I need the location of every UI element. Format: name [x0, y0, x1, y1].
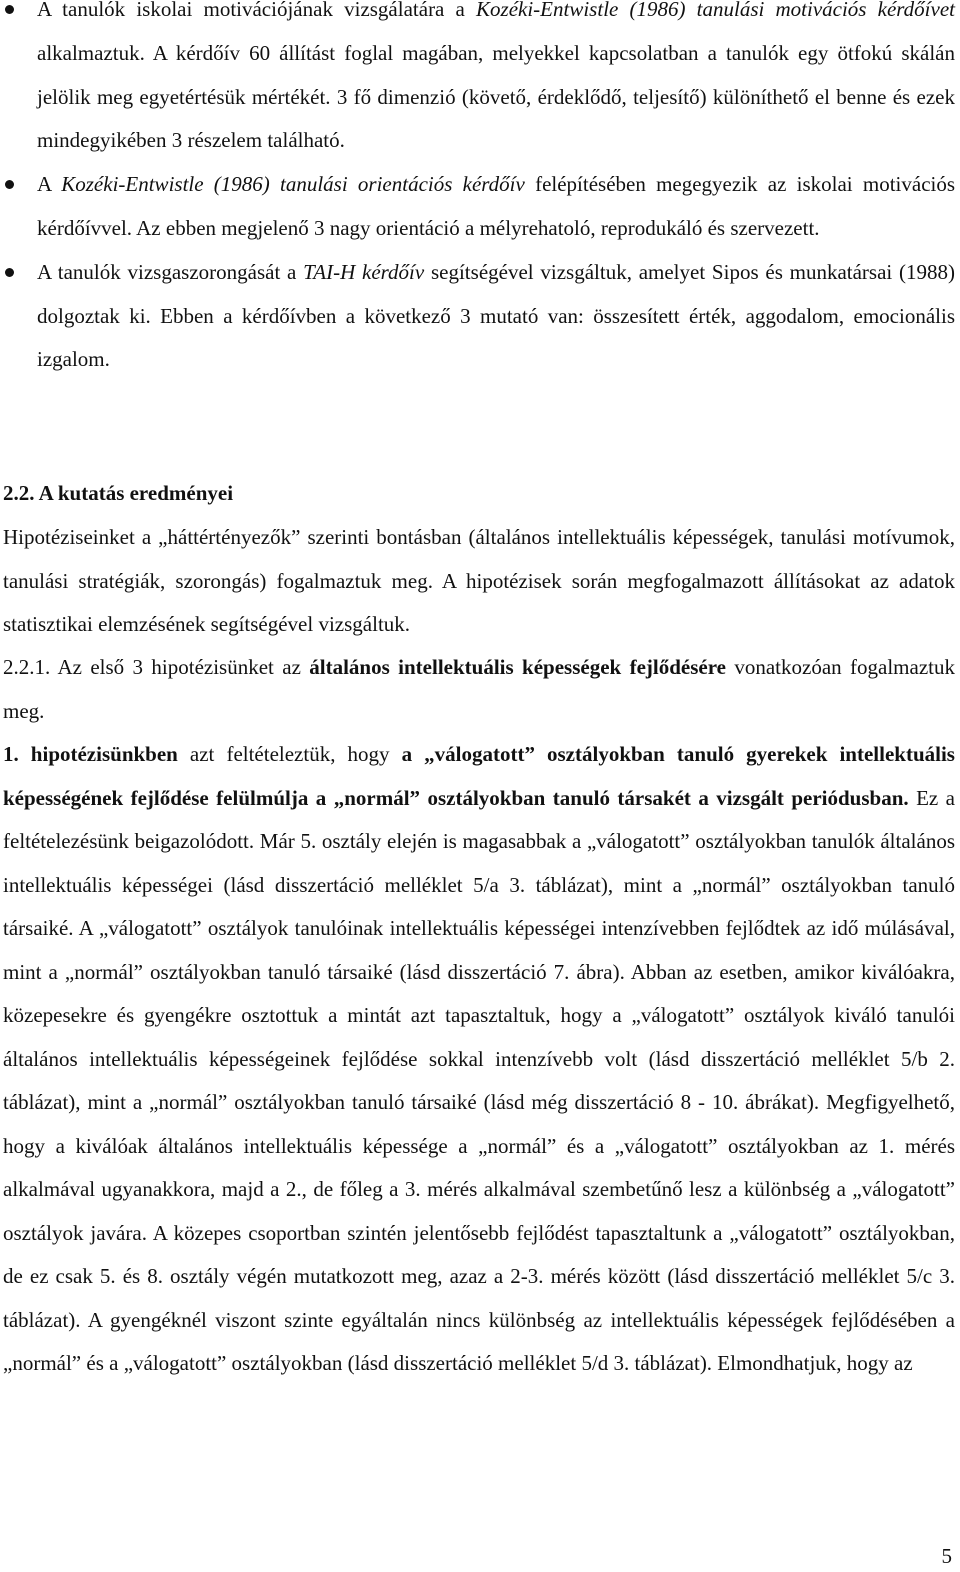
section-heading: 2.2. A kutatás eredményei	[3, 481, 234, 505]
page-number: 5	[941, 1544, 952, 1568]
bullet-item-motivation: A tanulók iskolai motivációjának vizsgálatára a Kozéki-Entwistle (1986) tanulási motivációs kérdőívet alkalmaztuk. A kérdőív 60 állítást foglal magában, melyekkel kapcsolatban a tanulók egy ötfokú skálán jelölik meg egyetértésük mértékét. 3 fő dimenzió (követő, érdeklődő, teljesítő) különíthető el benne és ezek mindegyikében 3 részelem található.	[0, 0, 955, 163]
bullet-item-anxiety: A tanulók vizsgaszorongását a TAI-H kérdőív segítségével vizsgáltuk, amelyet Sipos és munkatársai (1988) dolgoztak ki. Ebben a kérdőívben a következő 3 mutató van: összesített érték, aggodalom, emocionális izgalom.	[0, 251, 955, 382]
paragraph-subsection-2-2-1: 2.2.1. Az első 3 hipotézisünket az általános intellektuális képességek fejlődésére vonatkozóan fogalmaztuk meg.	[3, 655, 955, 723]
bullet-item-orientation: A Kozéki-Entwistle (1986) tanulási orientációs kérdőív felépítésében megegyezik az iskolai motivációs kérdőívvel. Az ebben megjelenő 3 nagy orientáció a mélyrehatoló, reprodukáló és szervezett.	[0, 163, 955, 251]
bullet-dot-icon	[5, 180, 14, 189]
paragraph-hypothesis-1: 1. hipotézisünkben azt feltételeztük, hogy a „válogatott” osztályokban tanuló gyerekek intellektuális képességének fejlődése felülmúlja a „normál” osztályokban tanuló társakét a vizsgált periódusban. Ez a feltételezésünk beigazolódott. Már 5. osztály elején is magasabbak a „válogatott” osztályokban tanulók általános intellektuális képességei (lásd disszertáció melléklet 5/a 3. táblázat), mint a „normál” osztályokban tanuló társaiké. A „válogatott” osztályok tanulóinak intellektuális képességei intenzívebben fejlődtek az idő múlásával, mint a „normál” osztályokban tanuló társaiké (lásd disszertáció 7. ábra). Abban az esetben, amikor kiválóakra, közepesekre és gyengékre osztottuk a mintát azt tapasztaltuk, hogy a „válogatott” osztályok kiváló tanulói általános intellektuális képességeinek fejlődése sokkal intenzívebb volt (lásd disszertáció melléklet 5/b 2. táblázat), mint a „normál” osztályokban tanuló társaiké (lásd még disszertáció 8 - 10. ábrákat). Megfigyelhető, hogy a kiválóak általános intellektuális képessége a „normál” és a „válogatott” osztályokban az 1. mérés alkalmával ugyanakkora, majd a 2., de főleg a 3. mérés alkalmával szembetűnő lesz a különbség a „válogatott” osztályok javára. A közepes csoportban szintén jelentősebb fejlődést tapasztaltunk a „válogatott” osztályokban, de ez csak 5. és 8. osztály végén mutatkozott meg, azaz a 2-3. mérés között (lásd disszertáció melléklet 5/c 3. táblázat). A gyengéknél viszont szinte egyáltalán nincs különbség az intellektuális képességek fejlődésében a „normál” és a „válogatott” osztályokban (lásd disszertáció melléklet 5/d 3. táblázat). Elmondhatjuk, hogy az	[3, 742, 955, 1375]
method-bullet-list	[0, 0, 960, 382]
paragraph-hypotheses-intro: Hipotéziseinket a „háttértényezők” szerinti bontásban (általános intellektuális képességek, tanulási motívumok, tanulási stratégiák, szorongás) fogalmaztuk meg. A hipotézisek során megfogalmazott állításokat az adatok statisztikai elemzésének segítségével vizsgáltuk.	[3, 525, 955, 636]
bullet-dot-icon	[5, 5, 14, 14]
bullet-dot-icon	[5, 268, 14, 277]
